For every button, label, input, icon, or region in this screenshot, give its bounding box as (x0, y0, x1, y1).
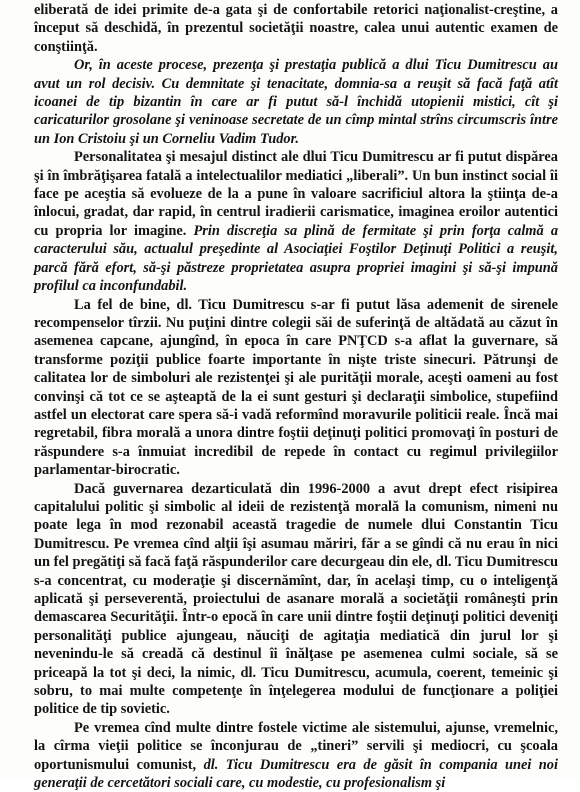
paragraph-6-italic-text: dl. Ticu Dumitrescu era de găsit în compania unei noi generaţii de cercetători sociali care, cu modestie, cu profesionalism şi (34, 756, 558, 792)
paragraph-6-upright-text: Pe vremea cînd multe dintre fostele victime ale sistemului, ajunse, vremelnic, la cîrma vieţii politice se înconjurau de „tineri” servili şi mediocri, cu şcoala oportunismului comunist, (34, 719, 558, 773)
paragraph-3-upright-text: Personalitatea şi mesajul distinct ale dlui Ticu Dumitrescu ar fi putut dispărea şi în îmbrăţişarea fatală a intelectualilor mediatici „liberali”. Un bun instinct social îi face pe aceştia să evolueze de la a pune în valoare sacrificiul altora la ştiinţa de-a înlocui, gradat, dar rapid, în centrul iradierii carismatice, imaginea eroilor autentici cu propria lor imagine. (34, 149, 558, 239)
paragraph-4: La fel de bine, dl. Ticu Dumitrescu s-ar fi putut lăsa ademenit de sirenele recompenselor tîrzii. Nu puţini dintre colegii săi de suferinţă de altădată au căzut în asemenea capcane, ajungînd, în epoca în care PNŢCD s-a aflat la guvernare, să transforme poziţii publice foarte importante în nişte triste sinecuri. Pătrunşi de calitatea lor de simboluri ale rezistenţei şi ale purităţii morale, aceşti oameni au fost convinşi că tot ce se aşteaptă de la ei sunt gesturi şi declaraţii simbolice, stupefiind astfel un electorat care spera să-i vadă reformînd moravurile politicii reale. Încă mai regretabil, fibra morală a unora dintre foştii deţinuţi politici promovaţi în posturi de răspundere s-a înmuiat incredibil de repede în contact cu regimul privilegiilor parlamentar-birocratic. (34, 296, 558, 479)
paragraph-3 (34, 148, 558, 295)
paragraph-3-italic-text: Prin discreţia sa plină de fermitate şi prin forţa calmă a caracterului său, actualul preşedinte al Asociaţiei Foştilor Deţinuţi Politici a reuşit, parcă fără efort, să-şi păstreze proprietatea asupra propriei imagini şi să-şi impună profilul ca inconfundabil. (34, 222, 559, 295)
paragraph-6 (34, 719, 558, 792)
paragraph-5: Dacă guvernarea dezarticulată din 1996-2000 a avut drept efect risipirea capitalului politic şi simbolic al ideii de rezistenţă morală la comunism, nimeni nu poate lega în mod rezonabil această tragedie de numele dlui Constantin Ticu Dumitrescu. Pe vremea cînd alţii îşi asumau măriri, făr a se gîndi că nu erau în nici un fel pregătiţi să facă faţă răspunderilor care decurgeau din ele, dl. Ticu Dumitrescu s-a concentrat, cu moderaţie şi discernămînt, dar, în acelaşi timp, cu o inteligenţă aplicată şi perseverentă, proiectului de asanare morală a societăţii româneşti prin demascarea Securităţii. Într-o epocă în care unii dintre foştii deţinuţi politici deveniţi personalităţi publice ajungeau, năuciţi de agitaţia mediatică din jurul lor şi nevenindu-le să creadă că destinul îi înălţase pe asemenea culmi sociale, să se priceapă la tot şi deci, la nimic, dl. Ticu Dumitrescu, acumula, coerent, temeinic şi sobru, to mai multe competenţe în înţelegerea modului de funcţionare a poliţiei politice de tip sovietic. (34, 480, 558, 718)
paragraph-1: eliberată de idei primite de-a gata şi de confortabile retorici naţionalist-creştine, a început să deschidă, în prezentul societăţii noastre, calea unui autentic examen de conştiinţă. (34, 2, 558, 55)
paragraph-2: Or, în aceste procese, prezenţa şi prestaţia publică a dlui Ticu Dumitrescu au avut un rol decisiv. Cu demnitate şi tenacitate, domnia-sa a reuşit să facă faţă atît icoanei de tip bizantin în care ar fi putut să-l închidă utopienii mistici, cît şi caricaturilor grosolane şi veninoase secretate de un cîmp mintal strîns circumscris între un Ion Cristoiu şi un Corneliu Vadim Tudor. (34, 57, 558, 147)
